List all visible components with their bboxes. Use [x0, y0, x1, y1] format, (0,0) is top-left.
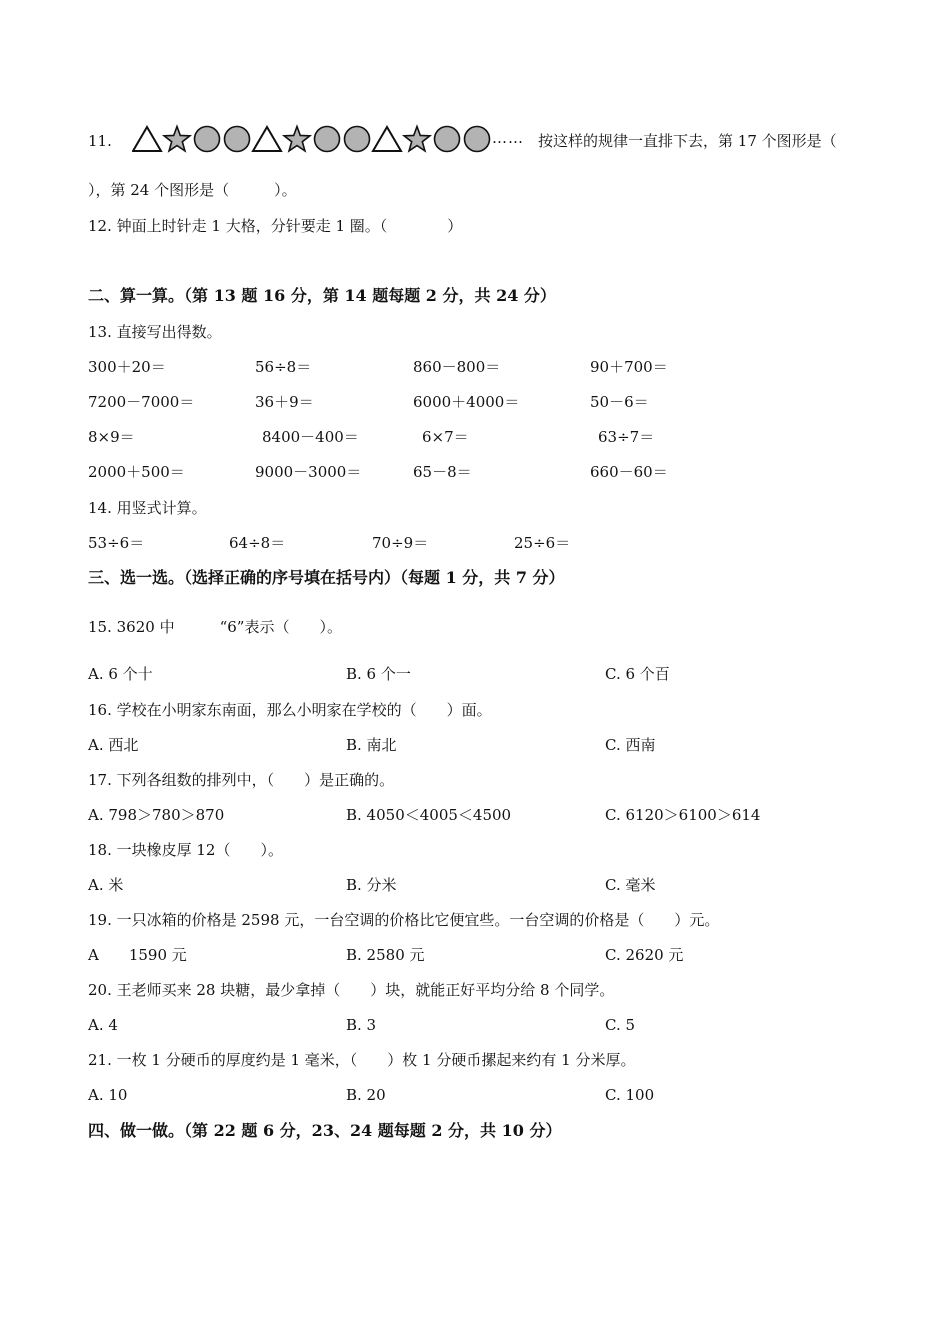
section3-title: 三、选一选。（选择正确的序号填在括号内）（每题 1 分，共 7 分）	[88, 568, 565, 587]
vertical-calc-item: 25÷6＝	[514, 534, 571, 552]
calc-item: 9000－3000＝	[255, 463, 362, 481]
q19-stem: 19. 一只冰箱的价格是 2598 元，一台空调的价格比它便宜些。一台空调的价格是（ ）元。	[88, 911, 720, 929]
q19-option-c: C. 2620 元	[605, 946, 684, 964]
q13-stem: 13. 直接写出得数。	[88, 323, 222, 341]
q11-shape-pattern	[132, 124, 492, 154]
calc-item: 36＋9＝	[255, 393, 314, 411]
calc-item: 63÷7＝	[598, 428, 655, 446]
q20-option-b: B. 3	[346, 1016, 377, 1034]
q15-option-c: C. 6 个百	[605, 665, 670, 683]
calc-item: 90＋700＝	[590, 358, 668, 376]
circle-shape	[435, 127, 460, 152]
circle-shape	[195, 127, 220, 152]
circle-shape	[345, 127, 370, 152]
q19-option-b: B. 2580 元	[346, 946, 425, 964]
q21-stem: 21. 一枚 1 分硬币的厚度约是 1 毫米，（ ）枚 1 分硬币摞起来约有 1 分米厚。	[88, 1051, 636, 1069]
q15-option-b: B. 6 个一	[346, 665, 411, 683]
circle-shape	[315, 127, 340, 152]
q17-option-c: C. 6120＞6100＞614	[605, 806, 761, 824]
q11-number: 11.	[88, 132, 112, 150]
q18-option-a: A. 米	[88, 876, 124, 894]
circle-shape	[225, 127, 250, 152]
q11-ellipsis: ……	[492, 129, 524, 147]
q11-text-continued: ），第 24 个图形是（ ）。	[88, 181, 297, 199]
q15-option-a: A. 6 个十	[88, 665, 153, 683]
q21-option-c: C. 100	[605, 1086, 655, 1104]
calc-item: 8×9＝	[88, 428, 135, 446]
q19-option-a: A 1590 元	[88, 946, 187, 964]
calc-item: 300＋20＝	[88, 358, 166, 376]
q14-stem: 14. 用竖式计算。	[88, 499, 207, 517]
vertical-calc-item: 53÷6＝	[88, 534, 145, 552]
q20-option-a: A. 4	[88, 1016, 118, 1034]
triangle-shape	[373, 127, 401, 151]
star-shape	[164, 127, 190, 151]
calc-item: 56÷8＝	[255, 358, 312, 376]
q17-option-b: B. 4050＜4005＜4500	[346, 806, 512, 824]
calc-item: 65－8＝	[413, 463, 472, 481]
calc-item: 660－60＝	[590, 463, 668, 481]
triangle-shape	[133, 127, 161, 151]
section4-title: 四、做一做。（第 22 题 6 分，23、24 题每题 2 分，共 10 分）	[88, 1121, 562, 1140]
q17-stem: 17. 下列各组数的排列中，（ ）是正确的。	[88, 771, 395, 789]
q12-text: 12. 钟面上时针走 1 大格，分针要走 1 圈。（ ）	[88, 217, 463, 235]
q20-stem: 20. 王老师买来 28 块糖，最少拿掉（ ）块，就能正好平均分给 8 个同学。	[88, 981, 615, 999]
q16-option-c: C. 西南	[605, 736, 656, 754]
q16-stem: 16. 学校在小明家东南面，那么小明家在学校的（ ）面。	[88, 701, 492, 719]
calc-item: 8400－400＝	[262, 428, 359, 446]
q21-option-b: B. 20	[346, 1086, 386, 1104]
q11-text: 按这样的规律一直排下去，第 17 个图形是（	[538, 132, 837, 150]
q18-option-b: B. 分米	[346, 876, 397, 894]
vertical-calc-item: 70÷9＝	[372, 534, 429, 552]
q16-option-b: B. 南北	[346, 736, 397, 754]
calc-item: 50－6＝	[590, 393, 649, 411]
calc-item: 2000＋500＝	[88, 463, 185, 481]
star-shape	[284, 127, 310, 151]
calc-item: 6000＋4000＝	[413, 393, 520, 411]
calc-item: 7200－7000＝	[88, 393, 195, 411]
vertical-calc-item: 64÷8＝	[229, 534, 286, 552]
q18-option-c: C. 毫米	[605, 876, 656, 894]
q15-stem: 15. 3620 中 “6”表示（ ）。	[88, 618, 342, 636]
triangle-shape	[253, 127, 281, 151]
q20-option-c: C. 5	[605, 1016, 636, 1034]
star-shape	[404, 127, 430, 151]
circle-shape	[465, 127, 490, 152]
calc-item: 6×7＝	[422, 428, 469, 446]
q16-option-a: A. 西北	[88, 736, 139, 754]
section2-title: 二、算一算。（第 13 题 16 分，第 14 题每题 2 分，共 24 分）	[88, 286, 556, 305]
q21-option-a: A. 10	[88, 1086, 128, 1104]
q18-stem: 18. 一块橡皮厚 12（ ）。	[88, 841, 283, 859]
q17-option-a: A. 798＞780＞870	[88, 806, 225, 824]
calc-item: 860－800＝	[413, 358, 501, 376]
